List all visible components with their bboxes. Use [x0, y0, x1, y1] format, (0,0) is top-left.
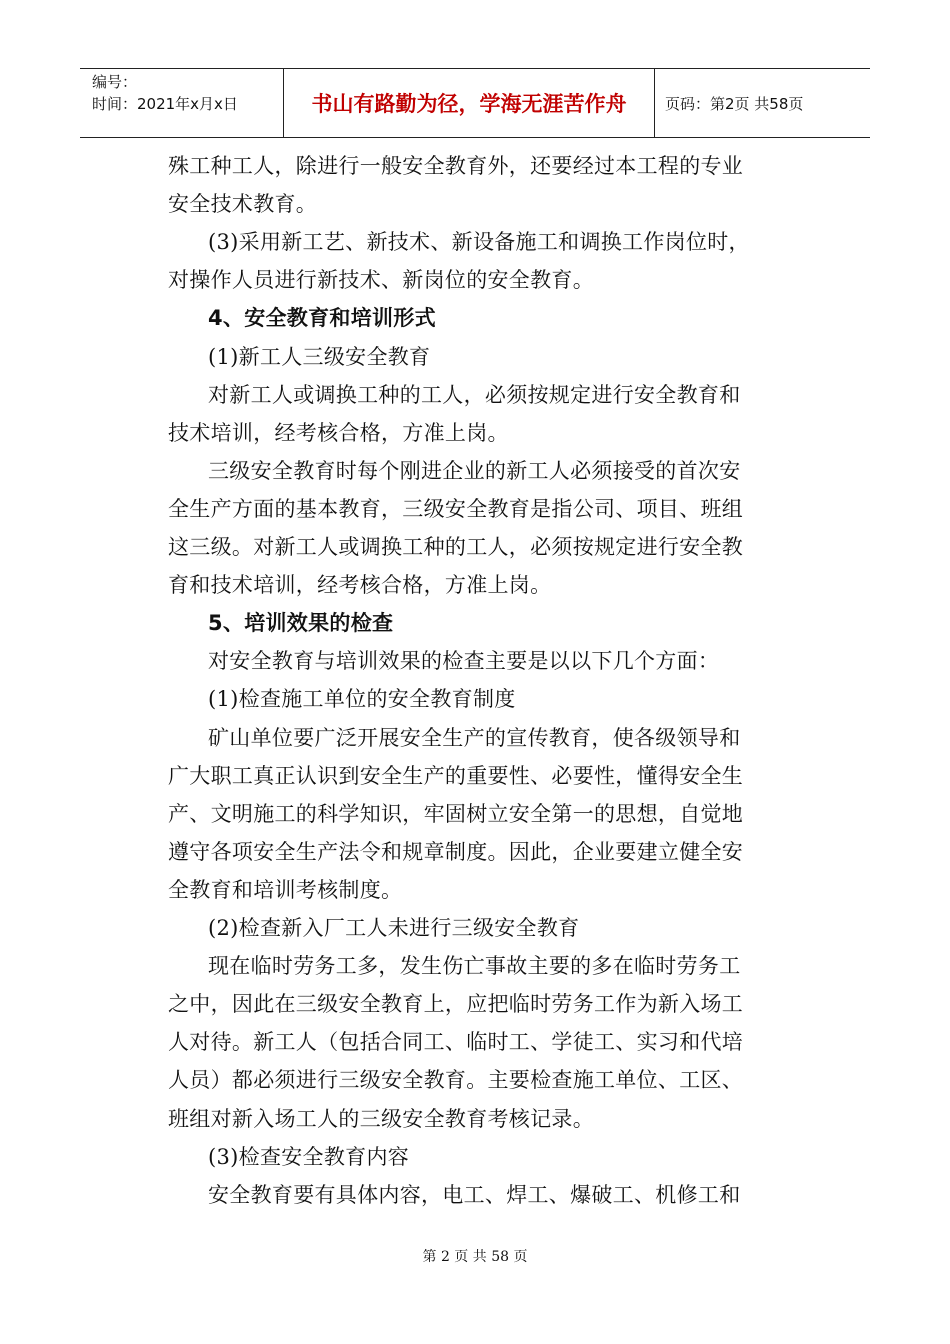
paragraph-line: 之中，因此在三级安全教育上，应把临时劳务工作为新入场工 — [168, 992, 744, 1017]
paragraph-line: (2)检查新入厂工人未进行三级安全教育 — [208, 916, 580, 940]
paragraph-line: 安全技术教育。 — [168, 192, 318, 217]
paragraph-line: 殊工种工人，除进行一般安全教育外，还要经过本工程的专业 — [168, 154, 744, 178]
paragraph-line: 对安全教育与培训效果的检查主要是以以下几个方面： — [208, 649, 720, 674]
page-header — [80, 68, 870, 138]
page-footer: 第 2 页 共 58 页 — [422, 1249, 528, 1265]
paragraph-line: 对新工人或调换工种的工人，必须按规定进行安全教育和 — [208, 382, 741, 407]
paragraph-line: 班组对新入场工人的三级安全教育考核记录。 — [168, 1106, 594, 1131]
paragraph-line: 全教育和培训考核制度。 — [168, 877, 403, 902]
paragraph-line: (1)新工人三级安全教育 — [208, 344, 431, 369]
header-motto: 书山有路勤为径，学海无涯苦作舟 — [283, 69, 655, 137]
paragraph-line: (3)采用新工艺、新技术、新设备施工和调换工作岗位时， — [208, 230, 750, 255]
section-heading: 5、培训效果的检查 — [208, 611, 394, 636]
paragraph-line: 现在临时劳务工多，发生伤亡事故主要的多在临时劳务工 — [208, 954, 741, 979]
document-number: 编号： — [92, 73, 138, 91]
header-meta — [80, 69, 283, 137]
paragraph-line: 技术培训，经考核合格，方准上岗。 — [168, 420, 509, 445]
paragraph-line: 全生产方面的基本教育，三级安全教育是指公司、项目、班组 — [168, 496, 744, 521]
paragraph-line: 产、文明施工的科学知识，牢固树立安全第一的思想，自觉地 — [168, 801, 744, 826]
paragraph-line: 人员）都必须进行三级安全教育。主要检查施工单位、工区、 — [168, 1068, 744, 1093]
header-page-info: 页码：第2页 共58页 — [665, 94, 804, 113]
paragraph-line: (3)检查安全教育内容 — [208, 1144, 410, 1169]
paragraph-line: 育和技术培训，经考核合格，方准上岗。 — [168, 573, 552, 598]
paragraph-line: 三级安全教育时每个刚进企业的新工人必须接受的首次安 — [208, 458, 741, 483]
paragraph-line: 对操作人员进行新技术、新岗位的安全教育。 — [168, 268, 594, 293]
document-time: 时间：2021年x月x日 — [92, 95, 238, 113]
section-heading: 4、安全教育和培训形式 — [208, 306, 436, 331]
paragraph-line: 遵守各项安全生产法令和规章制度。因此，企业要建立健全安 — [168, 839, 744, 864]
paragraph-line: 这三级。对新工人或调换工种的工人，必须按规定进行安全教 — [168, 535, 744, 559]
paragraph-line: 人对待。新工人（包括合同工、临时工、学徒工、实习和代培 — [168, 1030, 744, 1055]
paragraph-line: 广大职工真正认识到安全生产的重要性、必要性，懂得安全生 — [168, 763, 744, 788]
paragraph-line: (1)检查施工单位的安全教育制度 — [208, 687, 516, 712]
paragraph-line: 安全教育要有具体内容，电工、焊工、爆破工、机修工和 — [208, 1182, 741, 1207]
paragraph-line: 矿山单位要广泛开展安全生产的宣传教育，使各级领导和 — [208, 725, 741, 750]
